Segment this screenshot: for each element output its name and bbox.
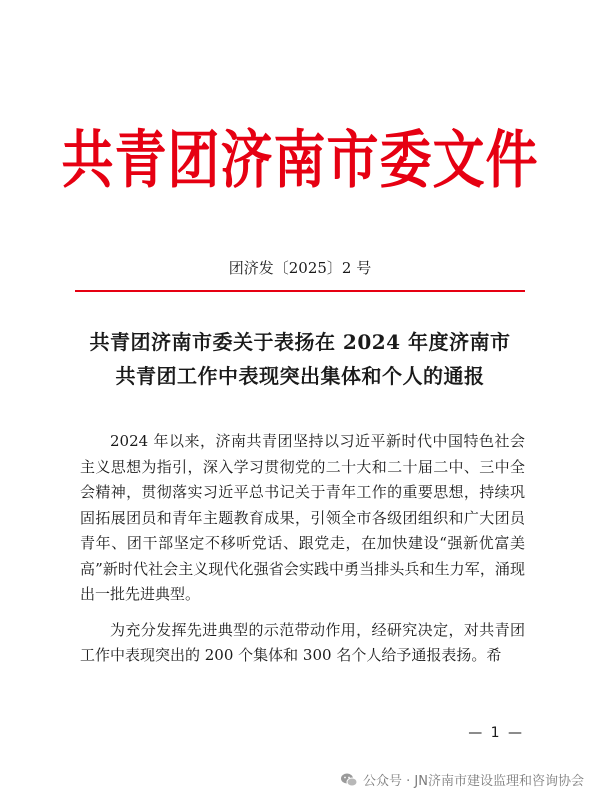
document-number: 团济发〔2025〕2 号 xyxy=(228,259,372,277)
red-divider xyxy=(75,290,525,292)
watermark-text: 公众号 · JN济南市建设监理和咨询协会 xyxy=(363,774,584,789)
watermark xyxy=(340,770,584,789)
title-line-2: 共青团工作中表现突出集体和个人的通报 xyxy=(115,364,485,388)
title-line-1: 共青团济南市委关于表扬在 2024 年度济南市 xyxy=(89,330,511,354)
body-paragraph: 2024 年以来，济南共青团坚持以习近平新时代中国特色社会主义思想为指引，深入学习贯彻党的二十大和二十届二中、三中全会精神，贯彻落实习近平总书记关于青年工作的重要思想，持续巩固拓展团员和青年主题教育成果，引领全市各级团组织和广大团员青年、团干部坚定不移听党话、跟党走，在加快建设“强新优富美高”新时代社会主义现代化强省会实践中勇当排头兵和生力军，涌现出一批先进典型。 xyxy=(80,432,525,603)
page-number: — 1 — xyxy=(468,725,524,741)
document-title xyxy=(60,325,540,393)
masthead xyxy=(60,116,540,206)
document-body xyxy=(80,429,525,679)
wechat-icon xyxy=(340,772,358,788)
masthead-title: 共青团济南市委文件 xyxy=(61,125,539,197)
body-paragraph: 为充分发挥先进典型的示范带动作用，经研究决定，对共青团工作中表现突出的 200 个集体和 300 名个人给予通报表扬。希 xyxy=(80,620,525,664)
